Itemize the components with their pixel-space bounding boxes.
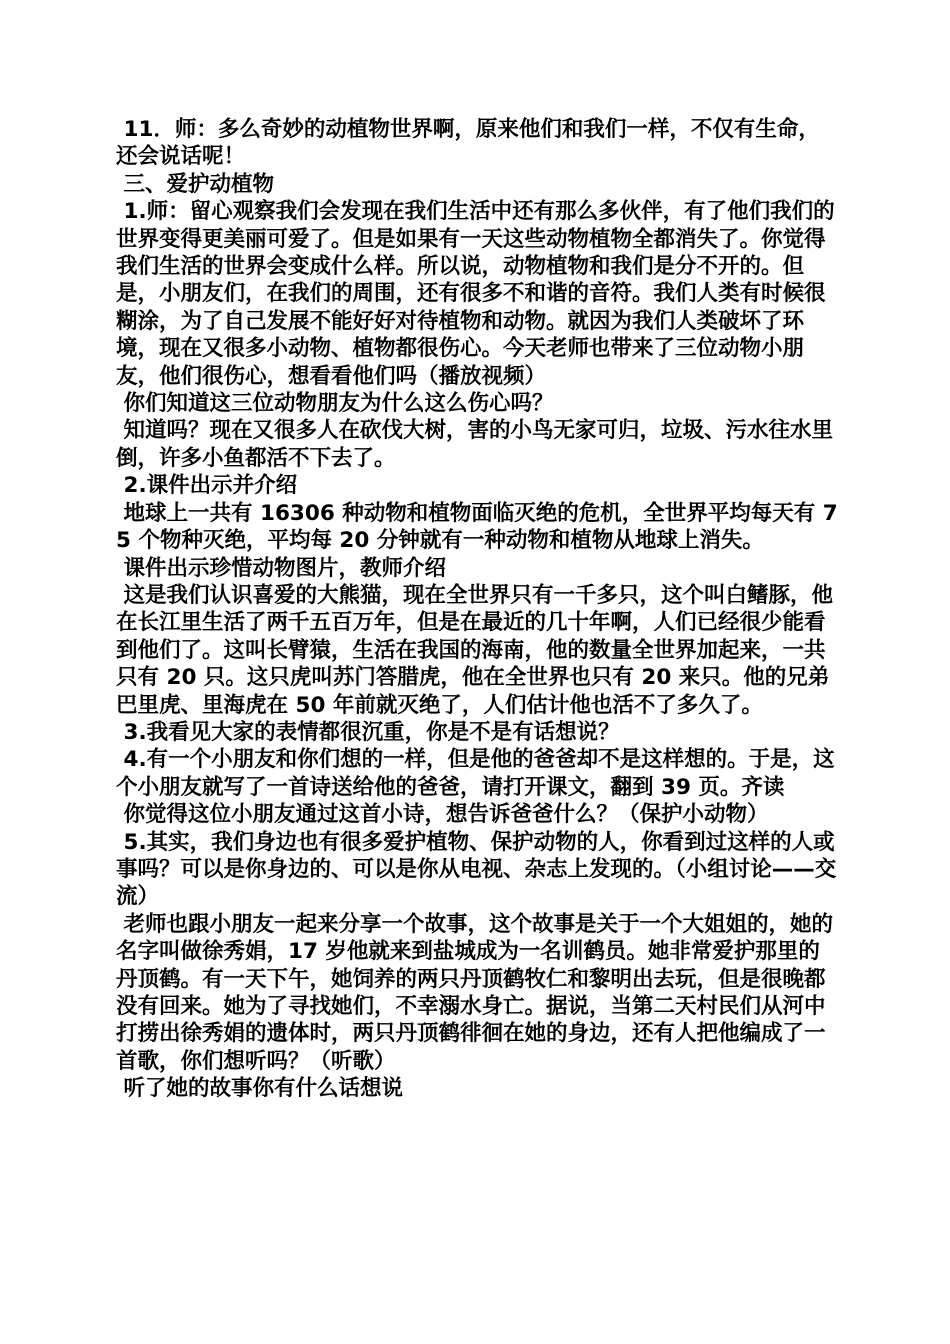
paragraph: 听了她的故事你有什么话想说 bbox=[116, 1076, 404, 1102]
document-body bbox=[116, 116, 838, 1103]
paragraph: 1.师：留心观察我们会发现在我们生活中还有那么多伙伴，有了他们我们的世界变得更美丽可爱了。但是如果有一天这些动物植物全都消失了。你觉得我们生活的世界会变成什么样。所以说，动物植物和我们是分不开的。但是，小朋友们，在我们的周围，还有很多不和谐的音符。我们人类有时候很糊涂，为了自己发展不能好好对待植物和动物。就因为我们人类破坏了环境，现在又很多小动物、植物都很伤心。今天老师也带来了三位动物小朋友，他们很伤心，想看看他们吗（播放视频） bbox=[116, 199, 835, 389]
paragraph: 课件出示珍惜动物图片，教师介绍 bbox=[116, 555, 447, 581]
paragraph: 2.课件出示并介绍 bbox=[116, 473, 298, 499]
section-heading: 三、爱护动植物 bbox=[116, 171, 275, 197]
paragraph: 4.有一个小朋友和你们想的一样，但是他的爸爸却不是这样想的。于是，这个小朋友就写了一首诗送给他的爸爸，请打开课文，翻到 39 页。齐读 bbox=[116, 747, 835, 800]
paragraph: 这是我们认识喜爱的大熊猫，现在全世界只有一千多只，这个叫白鳍豚，他在长江里生活了两千五百万年，但是在最近的几十年啊，人们已经很少能看到他们了。这叫长臂猿，生活在我国的海南，他的数量全世界加起来，一共只有 20 只。这只虎叫苏门答腊虎，他在全世界也只有 20 来只。他的兄弟巴里虎、里海虎在 50 年前就灭绝了，人们估计他也活不了多久了。 bbox=[116, 582, 834, 718]
paragraph: 地球上一共有 16306 种动物和植物面临灭绝的危机，全世界平均每天有 75 个物种灭绝，平均每 20 分钟就有一种动物和植物从地球上消失。 bbox=[116, 500, 838, 554]
paragraph: 5.其实，我们身边也有很多爱护植物、保护动物的人，你看到过这样的人或事吗？可以是你身边的、可以是你从电视、杂志上发现的。（小组讨论——交流） bbox=[116, 829, 837, 910]
paragraph: 你们知道这三位动物朋友为什么这么伤心吗？ bbox=[116, 391, 554, 417]
paragraph: 老师也跟小朋友一起来分享一个故事，这个故事是关于一个大姐姐的，她的名字叫做徐秀娟，17 岁他就来到盐城成为一名训鹤员。她非常爱护那里的丹顶鹤。有一天下午，她饲养的两只丹顶鹤牧仁和黎明出去玩，但是很晚都没有回来。她为了寻找她们，不幸溺水身亡。据说，当第二天村民们从河中打捞出徐秀娟的遗体时，两只丹顶鹤徘徊在她的身边，还有人把他编成了一首歌，你们想听吗？（听歌） bbox=[116, 911, 834, 1074]
paragraph: 11．师：多么奇妙的动植物世界啊，原来他们和我们一样，不仅有生命，还会说话呢！ bbox=[116, 117, 820, 170]
paragraph: 3.我看见大家的表情都很沉重，你是不是有话想说？ bbox=[116, 719, 620, 745]
paragraph: 知道吗？现在又很多人在砍伐大树，害的小鸟无家可归，垃圾、污水往水里倒，许多小鱼都活不下去了。 bbox=[116, 418, 834, 471]
paragraph: 你觉得这位小朋友通过这首小诗，想告诉爸爸什么？（保护小动物） bbox=[116, 802, 769, 828]
